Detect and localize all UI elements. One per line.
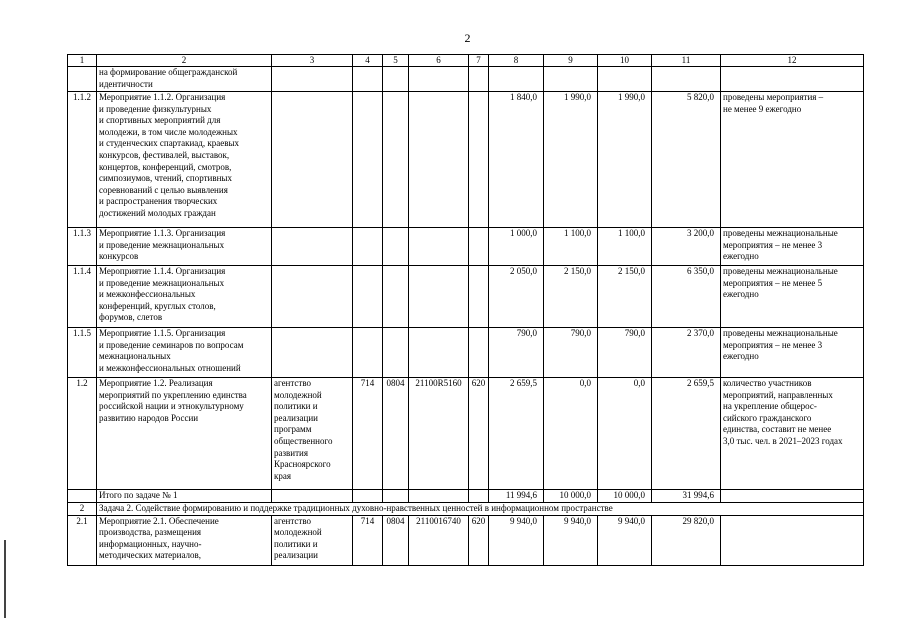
value-2023: 2 150,0	[598, 266, 652, 328]
col-header: 7	[469, 55, 489, 67]
value-2021: 2 659,5	[489, 378, 544, 490]
table-row	[68, 67, 864, 92]
col-header: 11	[652, 55, 721, 67]
total-2022: 10 000,0	[544, 490, 598, 503]
program-activities-table	[67, 54, 864, 566]
expected-result: проведены мероприятия – не менее 9 ежегодно	[721, 92, 864, 228]
row-number: 1.1.5	[68, 328, 97, 378]
activity-name: на формирование общегражданской идентичности	[97, 67, 272, 92]
col-header: 6	[409, 55, 469, 67]
section-code: 0804	[383, 515, 409, 565]
value-2021: 790,0	[489, 328, 544, 378]
expected-result	[721, 515, 864, 565]
activity-name: Мероприятие 1.2. Реализация мероприятий по укреплению единства российской нации и этнокультурному развитию народов России	[97, 378, 272, 490]
value-total: 29 820,0	[652, 515, 721, 565]
expected-result: проведены межнациональные мероприятия – не менее 5 ежегодно	[721, 266, 864, 328]
col-header: 10	[598, 55, 652, 67]
value-total: 2 659,5	[652, 378, 721, 490]
value-2022: 1 100,0	[544, 228, 598, 266]
expense-type-code: 620	[469, 515, 489, 565]
value-2022: 9 940,0	[544, 515, 598, 565]
value-2023: 0,0	[598, 378, 652, 490]
executor: агентство молодежной политики и реализации	[272, 515, 353, 565]
row-number: 1.1.2	[68, 92, 97, 228]
task-number: 2	[68, 503, 97, 516]
col-header: 2	[97, 55, 272, 67]
grbs-code: 714	[353, 378, 383, 490]
table-row	[68, 378, 864, 490]
task-total-row	[68, 490, 864, 503]
table-row	[68, 92, 864, 228]
total-sum: 31 994,6	[652, 490, 721, 503]
row-number: 1.2	[68, 378, 97, 490]
value-2022: 2 150,0	[544, 266, 598, 328]
value-2021: 2 050,0	[489, 266, 544, 328]
table-row	[68, 228, 864, 266]
executor: агентство молодежной политики и реализации программ общественного развития Красноярского края	[272, 378, 353, 490]
col-header: 3	[272, 55, 353, 67]
value-total: 5 820,0	[652, 92, 721, 228]
activity-name: Мероприятие 1.1.4. Организация и проведение межнациональных и межконфессиональных конференций, круглых столов, форумов, слетов	[97, 266, 272, 328]
total-2021: 11 994,6	[489, 490, 544, 503]
expected-result: проведены межнациональные мероприятия – не менее 3 ежегодно	[721, 328, 864, 378]
row-number: 2.1	[68, 515, 97, 565]
table-row	[68, 266, 864, 328]
table-row	[68, 515, 864, 565]
target-item-code: 2110016740	[409, 515, 469, 565]
value-2022: 0,0	[544, 378, 598, 490]
value-2022: 790,0	[544, 328, 598, 378]
target-item-code: 21100R5160	[409, 378, 469, 490]
expected-result: количество участников мероприятий, направленных на укрепление общерос- сийского гражданского единства, составит не менее 3,0 тыс. чел. в 2021–2023 годах	[721, 378, 864, 490]
col-header: 4	[353, 55, 383, 67]
col-header: 12	[721, 55, 864, 67]
expected-result: проведены межнациональные мероприятия – не менее 3 ежегодно	[721, 228, 864, 266]
row-number: 1.1.3	[68, 228, 97, 266]
value-total: 6 350,0	[652, 266, 721, 328]
col-header: 5	[383, 55, 409, 67]
activity-name: Мероприятие 2.1. Обеспечение производства, размещения информационных, научно- методических материалов,	[97, 515, 272, 565]
task-heading-row	[68, 503, 864, 516]
value-total: 3 200,0	[652, 228, 721, 266]
col-header: 8	[489, 55, 544, 67]
grbs-code: 714	[353, 515, 383, 565]
column-number-row	[68, 55, 864, 67]
row-number: 1.1.4	[68, 266, 97, 328]
total-2023: 10 000,0	[598, 490, 652, 503]
value-total: 2 370,0	[652, 328, 721, 378]
table-row	[68, 328, 864, 378]
value-2021: 1 840,0	[489, 92, 544, 228]
value-2021: 9 940,0	[489, 515, 544, 565]
value-2023: 790,0	[598, 328, 652, 378]
page-number: 2	[464, 31, 471, 45]
expense-type-code: 620	[469, 378, 489, 490]
activity-name: Мероприятие 1.1.5. Организация и проведение семинаров по вопросам межнациональных и межконфессиональных отношений	[97, 328, 272, 378]
task-title: Задача 2. Содействие формированию и поддержке традиционных духовно-нравственных ценностей в информационном пространстве	[97, 503, 864, 516]
col-header: 9	[544, 55, 598, 67]
section-code: 0804	[383, 378, 409, 490]
value-2023: 1 990,0	[598, 92, 652, 228]
value-2023: 1 100,0	[598, 228, 652, 266]
value-2022: 1 990,0	[544, 92, 598, 228]
value-2023: 9 940,0	[598, 515, 652, 565]
binder-margin-line	[4, 540, 6, 618]
total-label: Итого по задаче № 1	[97, 490, 272, 503]
activity-name: Мероприятие 1.1.2. Организация и проведение физкультурных и спортивных мероприятий для молодежи, в том числе молодежных и студенческих спартакиад, краевых конкурсов, фестивалей, выставок, концертов, конференций, смотров, симпозиумов, чтений, спортивных соревнований с целью выявления и распространения творческих достижений молодых граждан	[97, 92, 272, 228]
col-header: 1	[68, 55, 97, 67]
value-2021: 1 000,0	[489, 228, 544, 266]
activity-name: Мероприятие 1.1.3. Организация и проведение межнациональных конкурсов	[97, 228, 272, 266]
